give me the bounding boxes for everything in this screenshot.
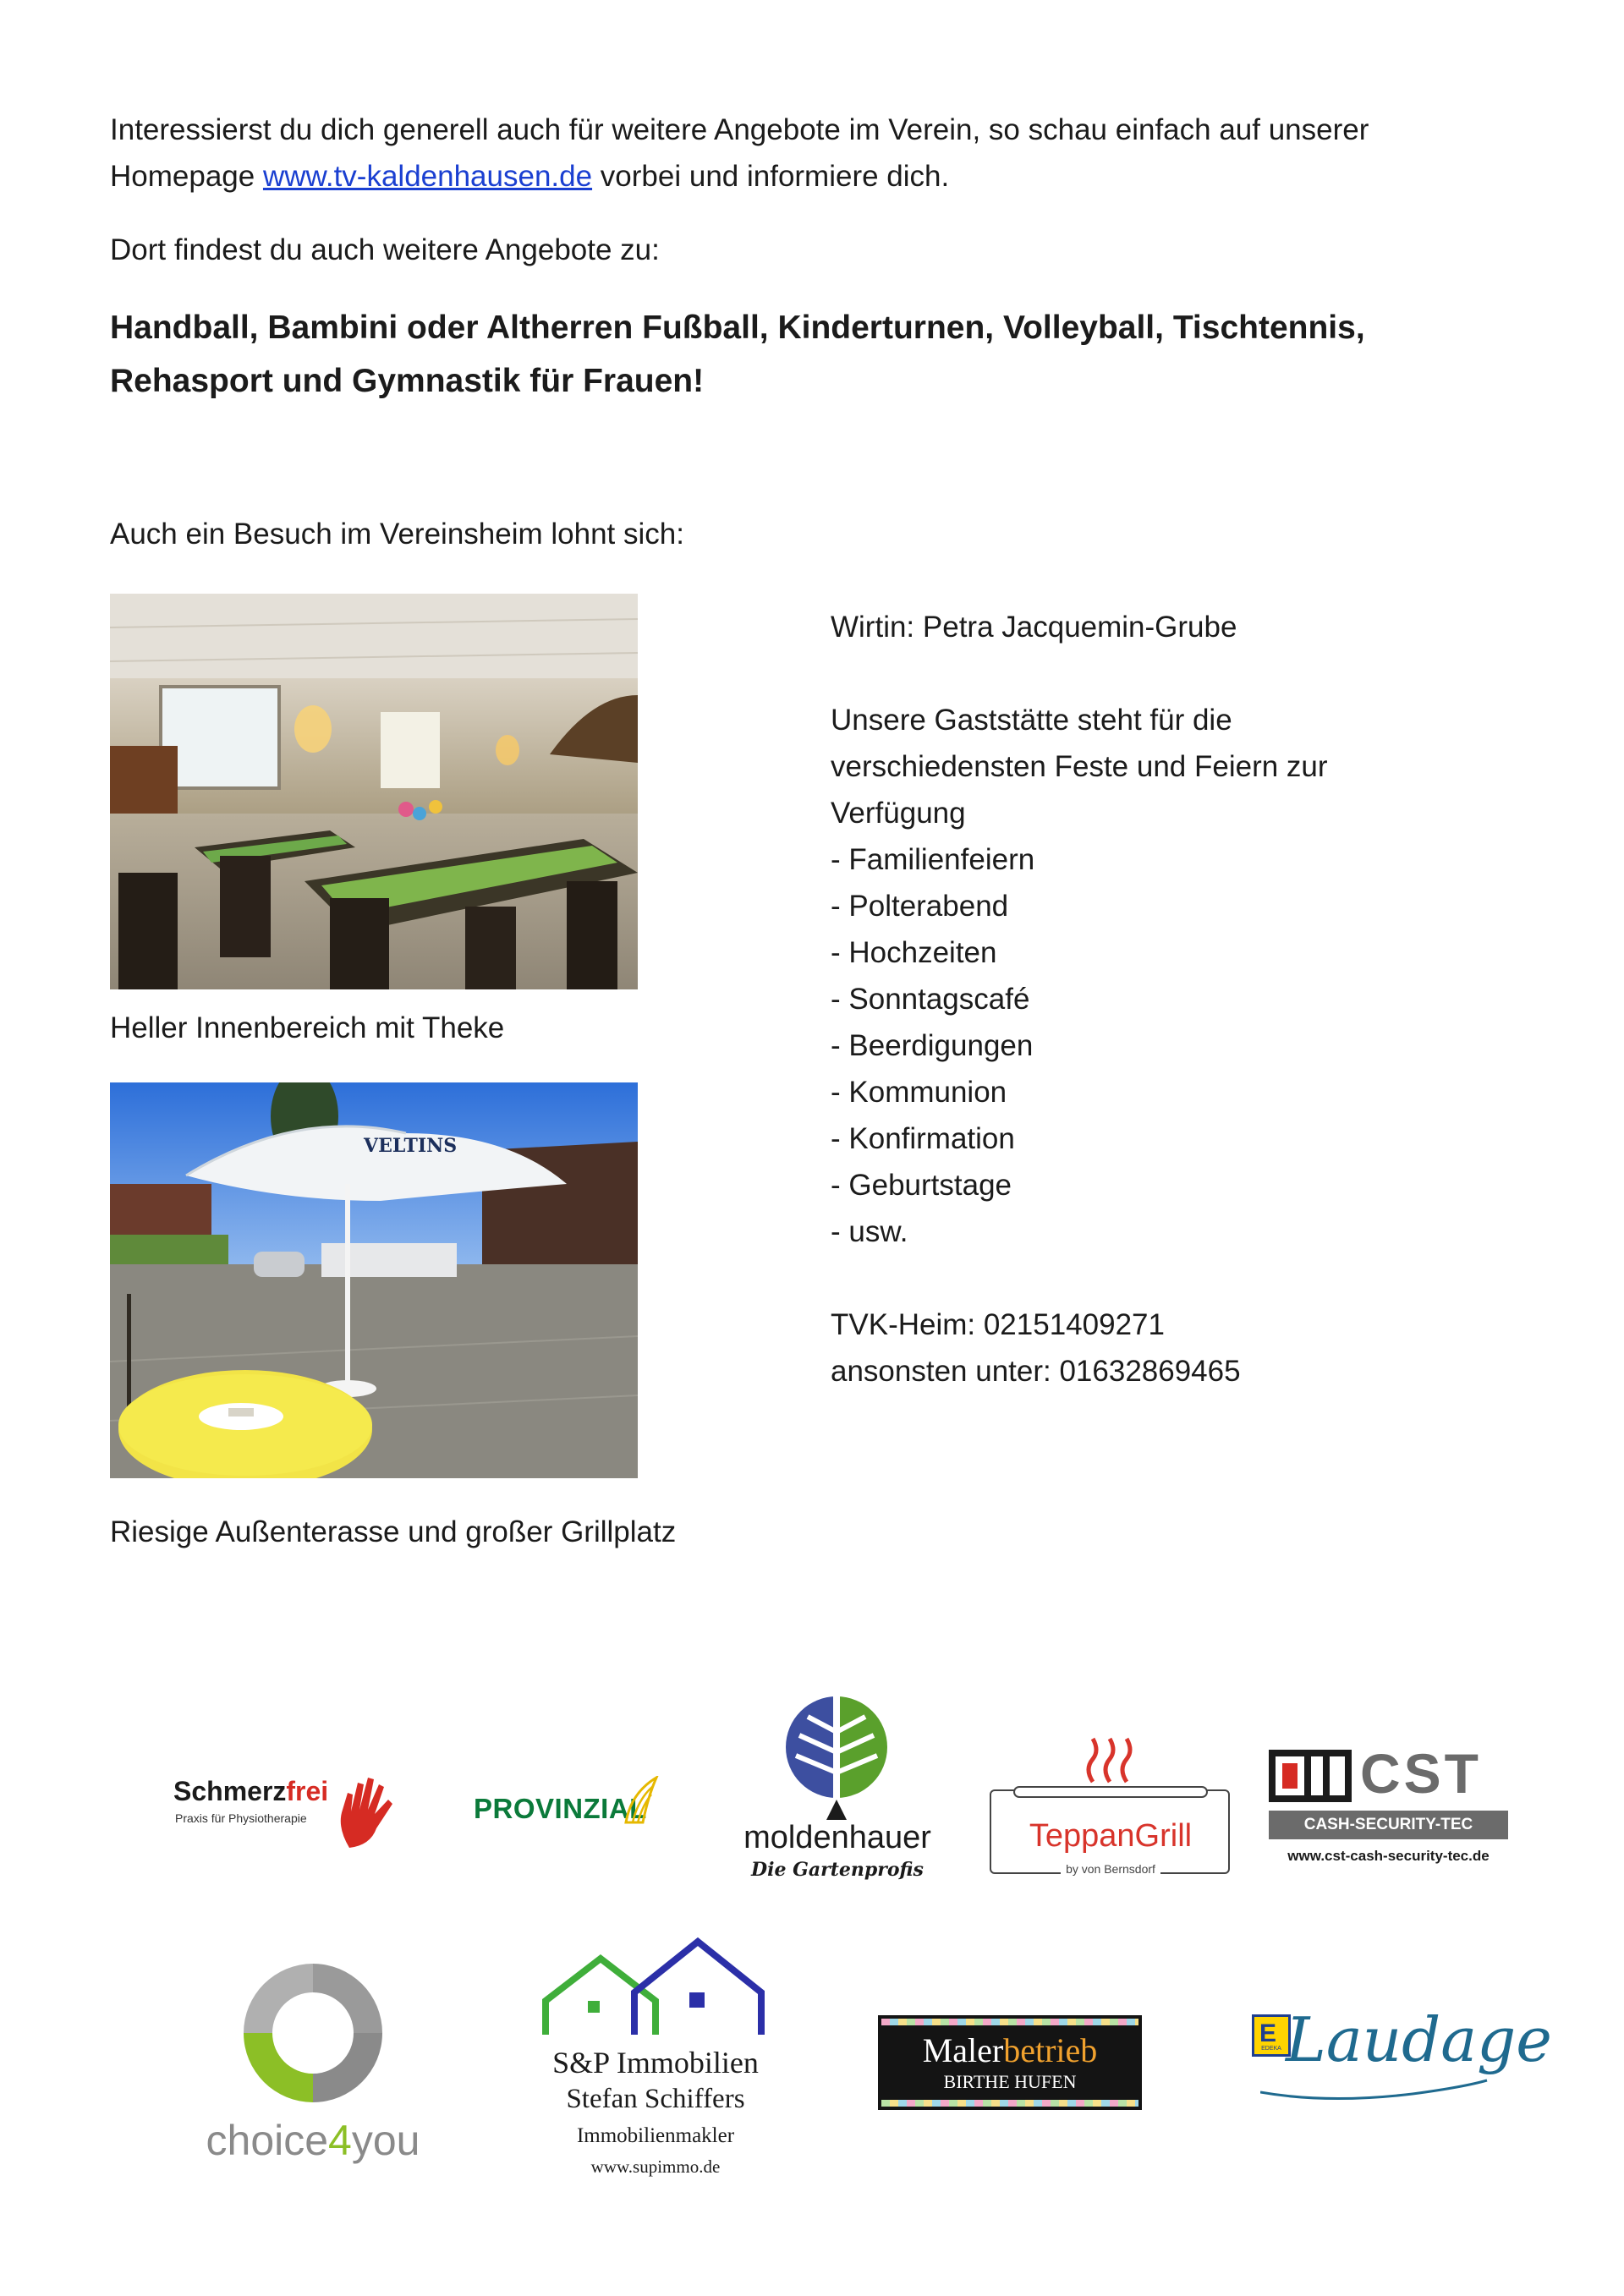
phone-main: TVK-Heim: 02151409271 [831,1308,1165,1341]
interior-photo [110,594,638,989]
description-line-1: Unsere Gaststätte steht für die [831,704,1232,737]
wing-icon [623,1776,660,1827]
offers-intro: Dort findest du auch weitere Angebote zu: [110,233,660,266]
sponsor-sp-immobilien-logo: S&P Immobilien Stefan Schiffers Immobilienmakler www.supimmo.de [529,1933,782,2187]
description-line-3: Verfügung [831,797,966,830]
terrace-photo [110,1082,638,1478]
hand-icon [332,1767,400,1852]
sponsor-teppangrill-logo: TeppanGrill by von Bernsdorf [988,1735,1233,1879]
phone-alt: ansonsten unter: 01632869465 [831,1355,1241,1388]
host-line: Wirtin: Petra Jacquemin-Grube [831,611,1237,644]
event-item: - Sonntagscafé [831,983,1030,1016]
event-item: - Beerdigungen [831,1029,1034,1062]
interior-caption: Heller Innenbereich mit Theke [110,1011,505,1044]
flame-icon [1081,1735,1140,1786]
edeka-badge: E EDEKA [1252,2014,1291,2057]
offers-heading: Handball, Bambini oder Altherren Fußball, Kinderturnen, Volleyball, Tischtennis, Rehasport und Gymnastik für Frauen! [110,310,1365,399]
visit-text: Auch ein Besuch im Vereinsheim lohnt sich: [110,518,684,551]
sponsor-malerbetrieb-logo: Malerbetrieb BIRTHE HUFEN [878,2015,1142,2110]
event-item: - Geburtstage [831,1169,1012,1202]
intro-line-2: Homepage www.tv-kaldenhausen.de vorbei und informiere dich. [110,160,950,193]
event-item: - Konfirmation [831,1122,1015,1155]
sponsor-laudage-logo: E EDEKA Laudage [1252,2003,1506,2112]
info-column [831,604,1524,1395]
description-line-2: verschiedensten Feste und Feiern zur [831,750,1328,783]
houses-icon [537,1933,774,2043]
event-item: - Kommunion [831,1076,1007,1109]
intro-line-1: Interessierst du dich generell auch für weitere Angebote im Verein, so schau einfach auf unserer [110,113,1369,146]
swoosh-icon [1260,2079,1489,2104]
event-item: - Polterabend [831,890,1009,923]
intro-paragraph [110,107,1548,200]
veltins-print: VELTINS [364,1135,458,1157]
sponsor-provinzial-logo: PROVINZIAL [474,1776,660,1844]
event-item: - Familienfeiern [831,843,1035,876]
terrace-caption: Riesige Außenterasse und großer Grillplatz [110,1515,677,1548]
sponsor-schmerzfrei-logo: Schmerzfrei Praxis für Physiotherapie [173,1767,410,1860]
event-item: - Hochzeiten [831,936,997,969]
homepage-link[interactable]: www.tv-kaldenhausen.de [262,160,593,193]
event-item: - usw. [831,1215,908,1248]
sponsor-moldenhauer-logo: moldenhauer Die Gartenprofis [736,1693,939,1896]
swirl-icon [235,1955,391,2111]
sponsor-choice4you-logo: choice4you [195,1955,431,2167]
tree-icon [782,1693,891,1820]
sponsor-cst-logo: CST CASH-SECURITY-TEC www.cst-cash-security-tec.de [1269,1746,1510,1873]
